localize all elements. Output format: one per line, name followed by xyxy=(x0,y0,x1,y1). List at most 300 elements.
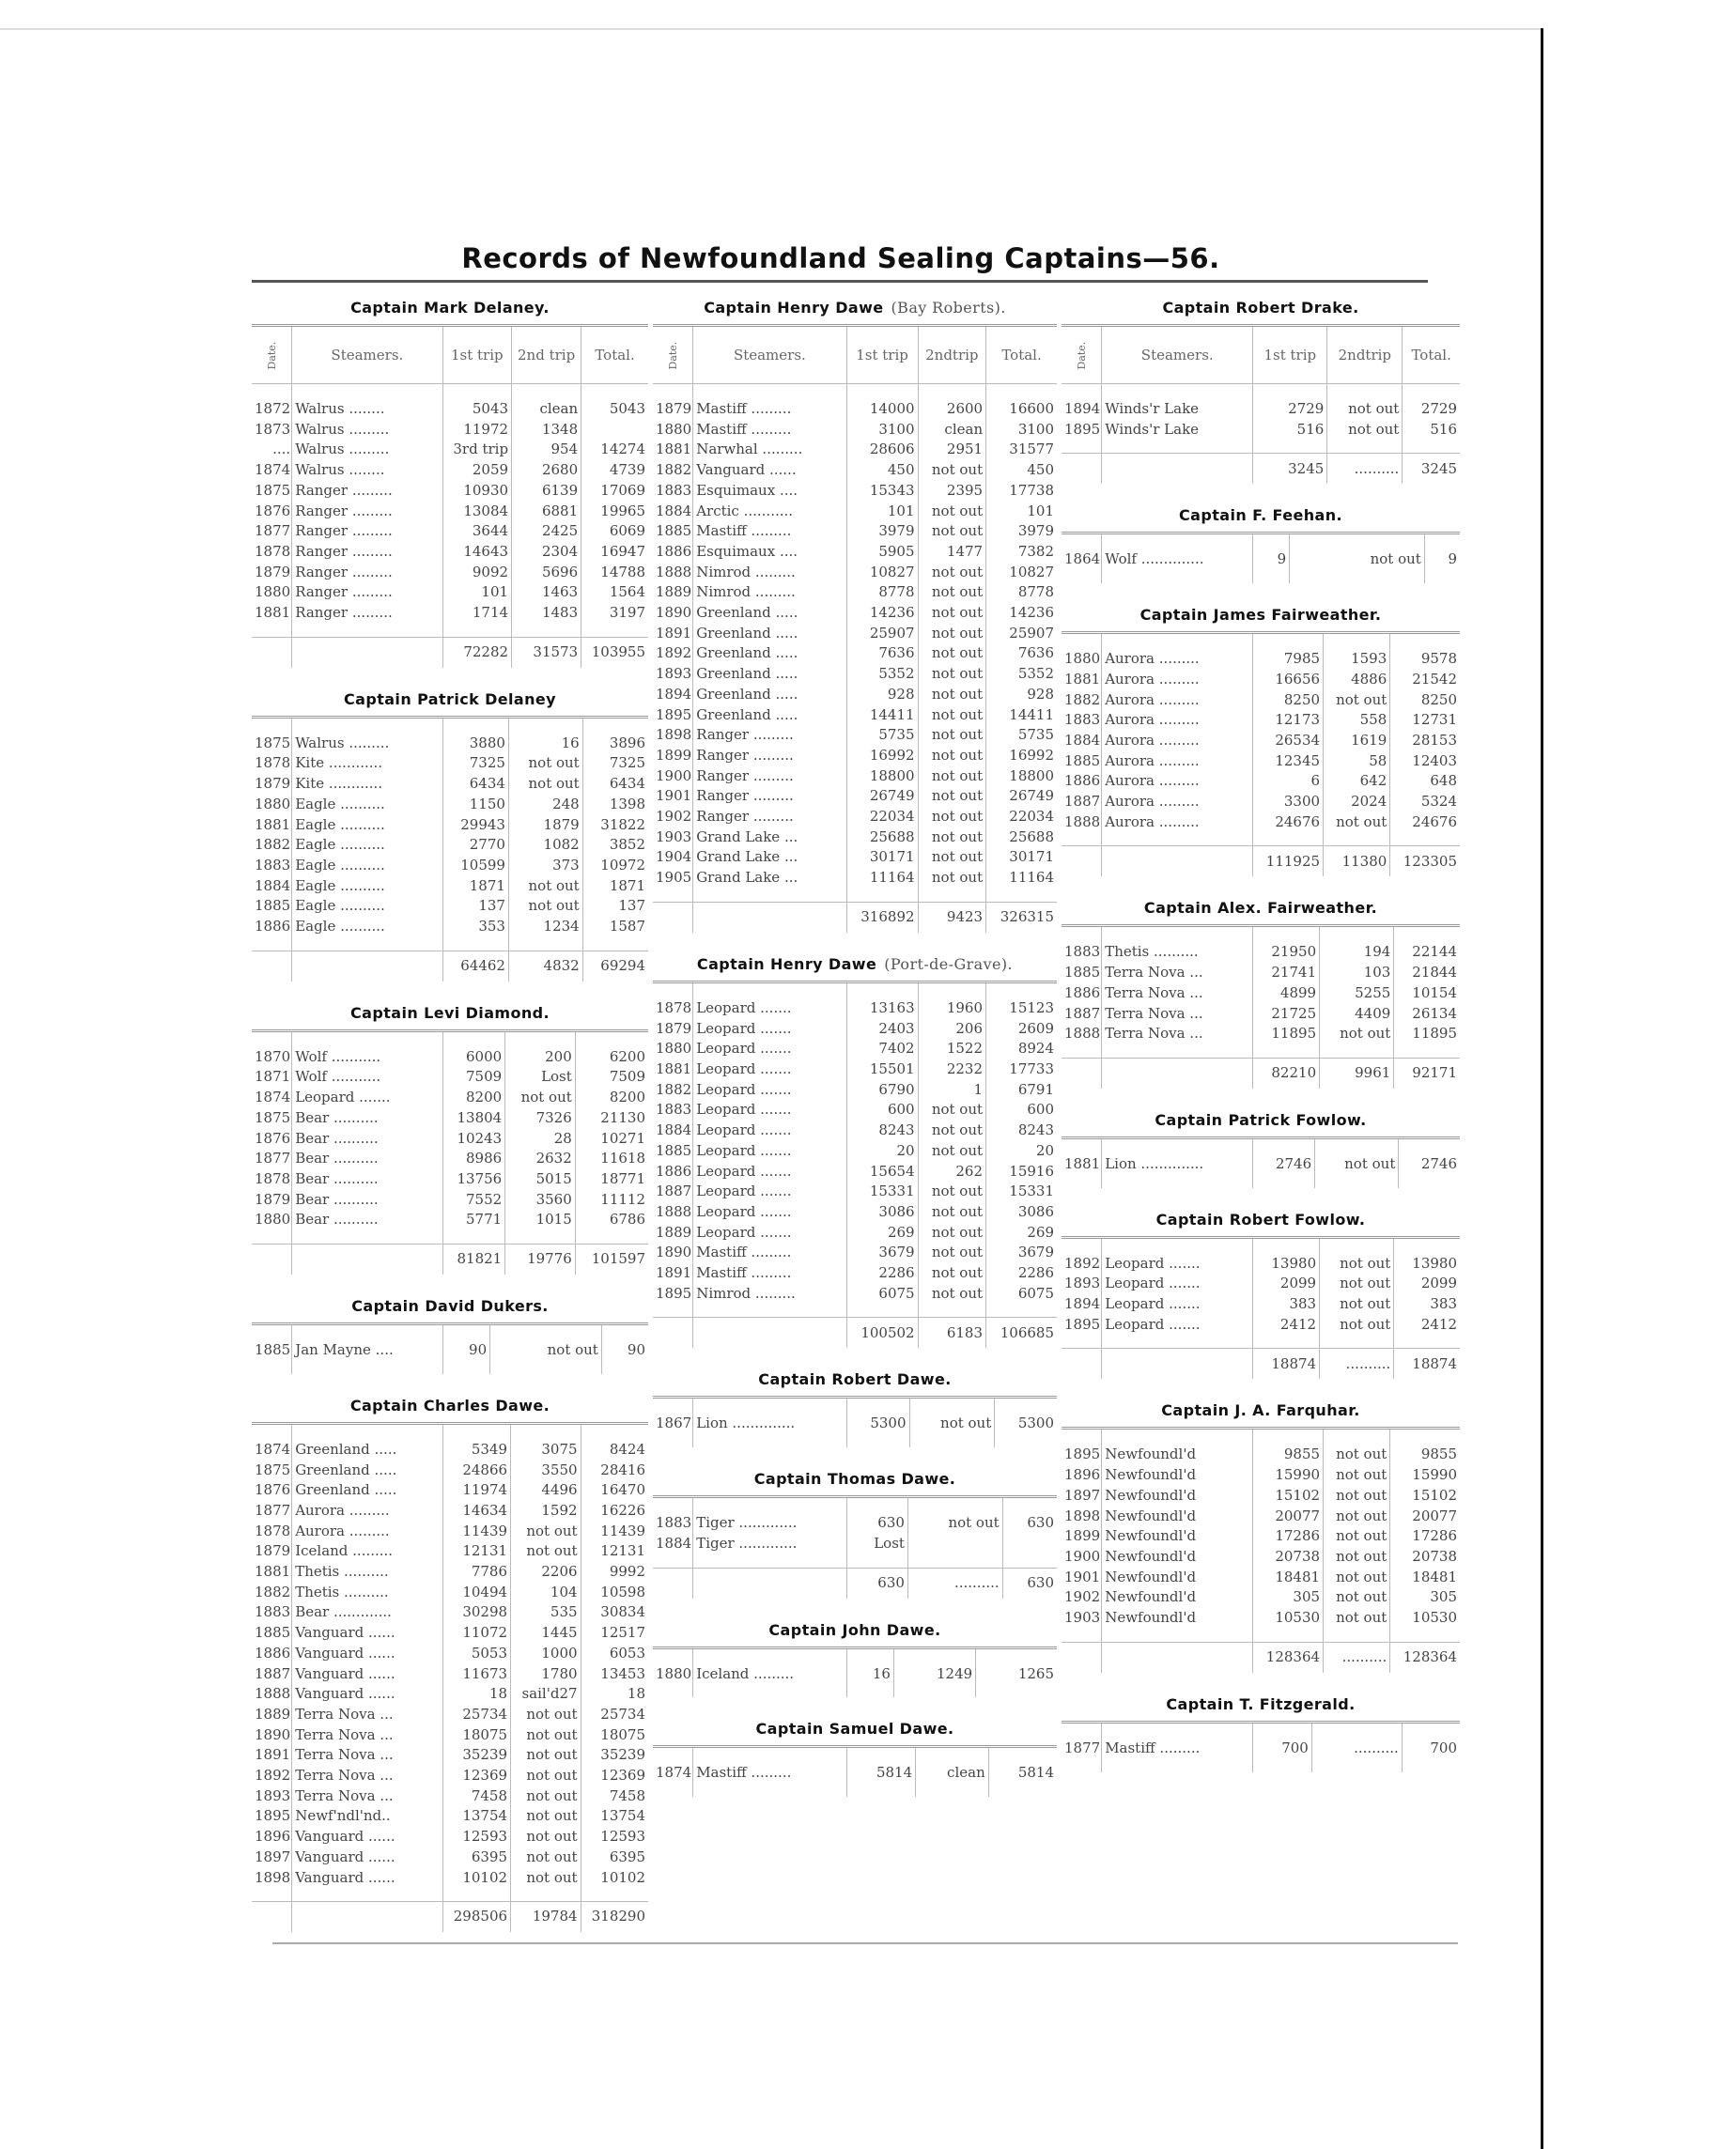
catch-table xyxy=(1062,634,1460,876)
second-trip-cell: not out xyxy=(1324,1465,1390,1486)
captain-record xyxy=(653,1612,1057,1711)
steamer-cell: Arctic ........... xyxy=(693,502,846,522)
total-cell: 4739 xyxy=(581,460,648,481)
steamer-cell: Terra Nova ... xyxy=(292,1725,442,1746)
table-row xyxy=(1062,384,1460,420)
table-row xyxy=(252,420,648,441)
steamer-cell: Ranger ......... xyxy=(292,542,442,563)
total-cell: 16600 xyxy=(986,384,1057,420)
header-date: Date. xyxy=(653,327,693,384)
steamer-cell: Leopard ....... xyxy=(693,1162,846,1183)
table-row xyxy=(252,563,648,583)
year-cell: 1886 xyxy=(1064,983,1101,1001)
total-cell: 18075 xyxy=(581,1725,648,1746)
captain-place: (Bay Roberts). xyxy=(891,299,1006,317)
captain-name xyxy=(653,1710,1057,1748)
first-trip-cell: 269 xyxy=(846,1223,918,1244)
total-cell: 20 xyxy=(986,1141,1057,1162)
total-cell: 5300 xyxy=(995,1399,1057,1447)
year-cell: 1883 xyxy=(656,481,692,499)
second-trip-cell: 28 xyxy=(505,1129,576,1150)
second-trip-cell: 373 xyxy=(508,856,582,876)
first-trip-cell: 10827 xyxy=(846,563,918,583)
first-trip-cell: 3100 xyxy=(846,420,918,441)
table-row xyxy=(252,774,648,795)
total-cell: 16992 xyxy=(986,746,1057,766)
second-trip-cell: 6139 xyxy=(512,481,581,502)
steamer-cell: Wolf ........... xyxy=(292,1067,442,1088)
header-steamers: Steamers. xyxy=(1102,327,1253,384)
steamer-cell: Iceland ......... xyxy=(292,1541,442,1562)
captain-name-text: Captain Robert Dawe. xyxy=(758,1370,952,1389)
year-cell: 1881 xyxy=(656,441,692,458)
first-trip-cell: 305 xyxy=(1253,1587,1324,1608)
captain-name xyxy=(1062,1392,1460,1430)
steamer-cell: Wolf ........... xyxy=(292,1032,442,1068)
first-trip-cell: 11673 xyxy=(442,1664,510,1685)
steamer-cell: Ranger ......... xyxy=(693,766,846,787)
year-cell: 1881 xyxy=(1064,670,1101,688)
year-cell: 1883 xyxy=(656,1101,692,1119)
year-cell: 1892 xyxy=(656,644,692,662)
second-trip-cell: 2951 xyxy=(918,440,986,460)
total-cell xyxy=(1062,846,1102,877)
steamer-cell: Bear .......... xyxy=(292,1149,442,1169)
year-cell: 1900 xyxy=(1064,1547,1101,1565)
second-trip-cell: not out xyxy=(918,746,986,766)
second-trip-cell: 1445 xyxy=(511,1623,581,1644)
table-row xyxy=(653,685,1057,705)
captain-name-text: Captain Levi Diamond. xyxy=(350,1003,550,1022)
year-cell: 1885 xyxy=(656,1141,692,1159)
steamer-cell: Thetis .......... xyxy=(292,1562,442,1583)
total-cell: 12593 xyxy=(581,1827,648,1848)
table-row xyxy=(252,1705,648,1725)
spacer xyxy=(252,1932,648,1945)
steamer-cell: Leopard ....... xyxy=(693,1202,846,1223)
year-cell: 1887 xyxy=(1064,793,1101,811)
steamer-cell: Aurora ......... xyxy=(292,1501,442,1522)
first-trip-cell: 17286 xyxy=(1253,1526,1324,1547)
first-trip-cell: 8986 xyxy=(442,1149,505,1169)
first-trip-cell: 1871 xyxy=(442,876,508,897)
total-cell: 3896 xyxy=(582,719,648,754)
total-cell xyxy=(252,951,292,982)
year-cell: 1881 xyxy=(1064,1154,1101,1172)
first-trip-cell: 13754 xyxy=(442,1806,510,1827)
second-trip-cell: 1 xyxy=(918,1080,985,1101)
total-cell: 298506 xyxy=(442,1902,510,1933)
year-cell: 1896 xyxy=(255,1828,291,1846)
captain-record xyxy=(653,1710,1057,1810)
steamer-cell: Leopard ....... xyxy=(1102,1294,1253,1315)
captain-name xyxy=(1062,289,1460,327)
first-trip-cell: 5053 xyxy=(442,1644,510,1664)
second-trip-cell: not out xyxy=(1324,812,1390,846)
first-trip-cell: 11895 xyxy=(1253,1024,1320,1058)
steamer-cell: Leopard ....... xyxy=(693,1141,846,1162)
second-trip-cell: not out xyxy=(918,1121,985,1141)
total-cell: 7458 xyxy=(581,1786,648,1807)
year-cell: 1885 xyxy=(1064,751,1101,769)
total-cell xyxy=(581,420,648,441)
steamer-cell: Vanguard ...... xyxy=(292,1684,442,1705)
first-trip-cell: 25688 xyxy=(846,827,918,848)
total-cell: 100502 xyxy=(846,1318,918,1349)
steamer-cell: Tiger ............. xyxy=(693,1534,846,1568)
year-cell: 1874 xyxy=(255,1440,291,1458)
first-trip-cell: 1714 xyxy=(442,603,512,637)
total-cell: 137 xyxy=(582,896,648,917)
second-trip-cell: 194 xyxy=(1320,927,1394,963)
spacer xyxy=(1062,1673,1460,1686)
captain-name-text: Captain David Dukers. xyxy=(351,1297,549,1316)
first-trip-cell: 3rd trip xyxy=(442,440,512,460)
first-trip-cell: 8778 xyxy=(846,582,918,603)
first-trip-cell: 700 xyxy=(1253,1724,1312,1772)
steamer-cell: Walrus ........ xyxy=(292,384,442,420)
total-cell: 5735 xyxy=(986,725,1057,746)
first-trip-cell: 90 xyxy=(442,1325,490,1374)
first-trip-cell: 3679 xyxy=(846,1243,918,1263)
table-row xyxy=(252,502,648,522)
captain-name xyxy=(252,1288,648,1325)
second-trip-cell: not out xyxy=(511,1806,581,1827)
captain-name-text: Captain Henry Dawe xyxy=(696,954,877,973)
total-cell: 648 xyxy=(1390,771,1460,792)
captain-name xyxy=(653,1361,1057,1399)
total-cell: 21844 xyxy=(1394,963,1460,983)
second-trip-cell: not out xyxy=(918,582,986,603)
second-trip-cell: not out xyxy=(508,774,582,795)
first-trip-cell: 26534 xyxy=(1253,731,1324,751)
table-row xyxy=(252,835,648,856)
total-cell xyxy=(1062,1642,1102,1673)
second-trip-cell: 1619 xyxy=(1324,731,1390,751)
year-cell: 1899 xyxy=(1064,1527,1101,1545)
second-trip-cell: 2600 xyxy=(918,384,986,420)
second-trip-cell: sail'd27 xyxy=(511,1684,581,1705)
second-trip-cell: 5696 xyxy=(512,563,581,583)
steamer-cell: Leopard ....... xyxy=(292,1088,442,1108)
steamer-cell: Mastiff ......... xyxy=(693,384,846,420)
first-trip-cell: 12131 xyxy=(442,1541,510,1562)
total-cell: 8778 xyxy=(986,582,1057,603)
first-trip-cell: 7786 xyxy=(442,1562,510,1583)
catch-table xyxy=(252,719,648,982)
total-cell: 11164 xyxy=(986,868,1057,902)
spacer xyxy=(1062,1188,1460,1201)
first-trip-cell: 6075 xyxy=(846,1284,918,1318)
total-cell: 11439 xyxy=(581,1522,648,1542)
year-cell: 1877 xyxy=(1064,1739,1101,1756)
steamer-cell: Ranger ......... xyxy=(693,786,846,807)
steamer-cell: Aurora ......... xyxy=(1102,751,1253,772)
second-trip-cell: not out xyxy=(511,1766,581,1786)
table-row xyxy=(252,1868,648,1902)
steamer-cell: Thetis .......... xyxy=(292,1583,442,1603)
total-cell xyxy=(1062,1058,1102,1089)
table-row xyxy=(653,624,1057,644)
year-cell: 1883 xyxy=(1064,711,1101,729)
first-trip-cell: 16656 xyxy=(1253,670,1324,690)
captain-name-text: Captain Robert Drake. xyxy=(1162,299,1359,317)
header-total: Total. xyxy=(581,327,648,384)
steamer-cell: Ranger ......... xyxy=(292,502,442,522)
total-cell: 2286 xyxy=(986,1263,1057,1284)
year-cell: 1885 xyxy=(1064,964,1101,982)
table-row xyxy=(653,1649,1057,1698)
first-trip-cell: 3880 xyxy=(442,719,508,754)
steamer-cell: Eagle .......... xyxy=(292,795,442,815)
first-trip-cell: 5905 xyxy=(846,542,918,563)
first-trip-cell: 25907 xyxy=(846,624,918,644)
second-trip-cell: 1879 xyxy=(508,815,582,836)
second-trip-cell: 2395 xyxy=(918,481,986,502)
total-cell: 2099 xyxy=(1394,1274,1460,1294)
table-row xyxy=(653,1399,1057,1447)
first-trip-cell: 18 xyxy=(442,1684,510,1705)
steamer-cell: Mastiff ......... xyxy=(693,1748,846,1797)
spacer xyxy=(1062,1089,1460,1102)
year-cell: 1898 xyxy=(1064,1507,1101,1524)
first-trip-cell: 22034 xyxy=(846,807,918,827)
total-cell: 92171 xyxy=(1394,1058,1460,1089)
first-trip-cell: 21950 xyxy=(1253,927,1320,963)
steamer-cell: Leopard ....... xyxy=(693,1121,846,1141)
first-trip-cell: 3644 xyxy=(442,521,512,542)
steamer-cell: Kite ............ xyxy=(292,774,442,795)
table-row xyxy=(1062,1507,1460,1527)
total-cell: 13453 xyxy=(581,1664,648,1685)
steamer-cell: Ranger ......... xyxy=(693,725,846,746)
year-cell: 1904 xyxy=(656,848,692,866)
catch-table xyxy=(252,1325,648,1374)
steamer-cell: Greenland ..... xyxy=(693,624,846,644)
table-row xyxy=(252,753,648,774)
year-cell: 1881 xyxy=(255,604,291,622)
table-row xyxy=(653,1182,1057,1202)
second-trip-cell: not out xyxy=(1327,420,1403,454)
table-row xyxy=(1062,812,1460,846)
total-cell: 8424 xyxy=(581,1425,648,1461)
total-cell: 64462 xyxy=(442,951,508,982)
year-cell: 1898 xyxy=(255,1868,291,1886)
first-trip-cell: 24866 xyxy=(442,1461,510,1481)
total-cell: .......... xyxy=(1327,454,1403,485)
captain-record xyxy=(1062,1686,1460,1786)
second-trip-cell: 6881 xyxy=(512,502,581,522)
totals-row xyxy=(653,1568,1057,1599)
steamer-cell: Ranger ......... xyxy=(292,582,442,603)
year-cell: 1882 xyxy=(255,1583,291,1600)
second-trip-cell: 558 xyxy=(1324,710,1390,731)
table-row xyxy=(653,1748,1057,1797)
first-trip-cell: 600 xyxy=(846,1100,918,1121)
steamer-cell: Vanguard ...... xyxy=(292,1868,442,1902)
year-cell: 1885 xyxy=(656,522,692,540)
year-cell: 1875 xyxy=(255,1461,291,1478)
total-cell: 700 xyxy=(1402,1724,1460,1772)
second-trip-cell: 954 xyxy=(512,440,581,460)
total-cell: 305 xyxy=(1390,1587,1460,1608)
first-trip-cell: 18481 xyxy=(1253,1568,1324,1588)
captain-name-text: Captain Thomas Dawe. xyxy=(753,1470,956,1489)
table-row xyxy=(252,460,648,481)
totals-row xyxy=(1062,1349,1460,1380)
second-trip-cell: 1249 xyxy=(893,1649,975,1698)
first-trip-cell: 10930 xyxy=(442,481,512,502)
first-trip-cell: 25734 xyxy=(442,1705,510,1725)
second-trip-cell: 1348 xyxy=(512,420,581,441)
total-cell: 9 xyxy=(1424,534,1460,583)
table-row xyxy=(252,1088,648,1108)
first-trip-cell: 7402 xyxy=(846,1039,918,1059)
captain-record xyxy=(252,995,648,1288)
year-cell: 1872 xyxy=(255,400,291,417)
total-cell: 82210 xyxy=(1253,1058,1320,1089)
total-cell xyxy=(693,1318,846,1349)
table-row xyxy=(252,815,648,836)
table-row xyxy=(1062,534,1460,583)
header-t2: 2nd trip xyxy=(512,327,581,384)
table-row xyxy=(653,786,1057,807)
first-trip-cell: 28606 xyxy=(846,440,918,460)
first-trip-cell: 14643 xyxy=(442,542,512,563)
year-cell: 1903 xyxy=(1064,1609,1101,1627)
first-trip-cell: 11164 xyxy=(846,868,918,902)
table-row xyxy=(252,1325,648,1374)
steamer-cell: Greenland ..... xyxy=(292,1425,442,1461)
second-trip-cell: 58 xyxy=(1324,751,1390,772)
table-row xyxy=(1062,690,1460,711)
second-trip-cell: 3550 xyxy=(511,1461,581,1481)
second-trip-cell: 1463 xyxy=(512,582,581,603)
table-row xyxy=(252,795,648,815)
first-trip-cell: 6790 xyxy=(846,1080,918,1101)
total-cell: 123305 xyxy=(1390,846,1460,877)
second-trip-cell: 200 xyxy=(505,1032,576,1068)
year-cell: 1877 xyxy=(255,522,291,540)
first-trip-cell: 15654 xyxy=(846,1162,918,1183)
first-trip-cell: 5043 xyxy=(442,384,512,420)
first-trip-cell: 7509 xyxy=(442,1067,505,1088)
facing-page-edge xyxy=(1541,28,1736,2149)
year-cell: 1879 xyxy=(656,1019,692,1037)
steamer-cell: Terra Nova ... xyxy=(292,1766,442,1786)
year-cell: 1875 xyxy=(255,1108,291,1126)
steamer-cell: Terra Nova ... xyxy=(292,1705,442,1725)
totals-row xyxy=(1062,846,1460,877)
steamer-cell: Tiger ............. xyxy=(693,1498,846,1534)
spacer xyxy=(653,1447,1057,1461)
total-cell xyxy=(693,1568,846,1599)
steamer-cell: Ranger ......... xyxy=(693,746,846,766)
first-trip-cell: 7458 xyxy=(442,1786,510,1807)
total-cell: 20738 xyxy=(1390,1547,1460,1568)
total-cell: 69294 xyxy=(582,951,648,982)
second-trip-cell: not out xyxy=(918,1202,985,1223)
table-row xyxy=(1062,983,1460,1004)
total-cell: 383 xyxy=(1394,1294,1460,1315)
total-cell: 2609 xyxy=(986,1019,1057,1040)
second-trip-cell: not out xyxy=(918,847,986,868)
captain-record xyxy=(1062,596,1460,889)
steamer-cell: Vanguard ...... xyxy=(292,1827,442,1848)
page-edge xyxy=(0,28,1541,30)
second-trip-cell: not out xyxy=(1320,1239,1394,1275)
year-cell: 1886 xyxy=(656,1162,692,1180)
table-row xyxy=(1062,1139,1460,1188)
first-trip-cell: 5300 xyxy=(846,1399,909,1447)
first-trip-cell: 3979 xyxy=(846,521,918,542)
year-cell: 1889 xyxy=(656,1223,692,1241)
table-row xyxy=(252,856,648,876)
total-cell: 17286 xyxy=(1390,1526,1460,1547)
table-row xyxy=(653,725,1057,746)
steamer-cell: Aurora ......... xyxy=(1102,792,1253,812)
year-cell: 1878 xyxy=(255,1169,291,1187)
year-cell: 1880 xyxy=(656,1664,692,1682)
captain-name-text: Captain T. Fitzgerald. xyxy=(1166,1694,1356,1713)
year-cell: 1895 xyxy=(656,705,692,723)
steamer-cell: Newfoundl'd xyxy=(1102,1608,1253,1642)
captain-record xyxy=(653,1361,1057,1461)
year-cell: 1889 xyxy=(255,1705,291,1723)
steamer-cell: Mastiff ......... xyxy=(693,1243,846,1263)
second-trip-cell: not out xyxy=(508,753,582,774)
second-trip-cell: Lost xyxy=(505,1067,576,1088)
first-trip-cell: 353 xyxy=(442,917,508,951)
steamer-cell: Leopard ....... xyxy=(1102,1239,1253,1275)
year-cell: 1874 xyxy=(656,1764,692,1782)
spacer xyxy=(252,982,648,995)
year-cell: 1881 xyxy=(255,815,291,833)
steamer-cell: Esquimaux .... xyxy=(693,542,846,563)
second-trip-cell: 642 xyxy=(1324,771,1390,792)
table-row xyxy=(1062,1486,1460,1507)
table-row xyxy=(1062,1547,1460,1568)
first-trip-cell: 516 xyxy=(1253,420,1327,454)
second-trip-cell: 2304 xyxy=(512,542,581,563)
year-cell: 1888 xyxy=(1064,1025,1101,1043)
first-trip-cell: 9855 xyxy=(1253,1430,1324,1465)
second-trip-cell: not out xyxy=(511,1745,581,1766)
total-cell: 6075 xyxy=(986,1284,1057,1318)
total-cell: 15916 xyxy=(986,1162,1057,1183)
catch-table xyxy=(1062,1239,1460,1380)
totals-row xyxy=(1062,1642,1460,1673)
first-trip-cell: 2412 xyxy=(1253,1315,1320,1349)
captain-record xyxy=(252,681,648,995)
total-cell: 12517 xyxy=(581,1623,648,1644)
captain-record xyxy=(252,289,648,681)
steamer-cell: Lion .............. xyxy=(1102,1139,1253,1188)
second-trip-cell: 5255 xyxy=(1320,983,1394,1004)
total-cell: 81821 xyxy=(442,1245,505,1275)
total-cell: 6069 xyxy=(581,521,648,542)
table-row xyxy=(653,1263,1057,1284)
total-cell xyxy=(1062,454,1102,485)
steamer-cell: Nimrod ......... xyxy=(693,1284,846,1318)
total-cell: 3679 xyxy=(986,1243,1057,1263)
year-cell: 1888 xyxy=(656,563,692,580)
year-cell: 1874 xyxy=(255,461,291,479)
year-cell: 1883 xyxy=(255,856,291,874)
total-cell: 15102 xyxy=(1390,1486,1460,1507)
table-row xyxy=(653,542,1057,563)
totals-row xyxy=(1062,454,1460,485)
